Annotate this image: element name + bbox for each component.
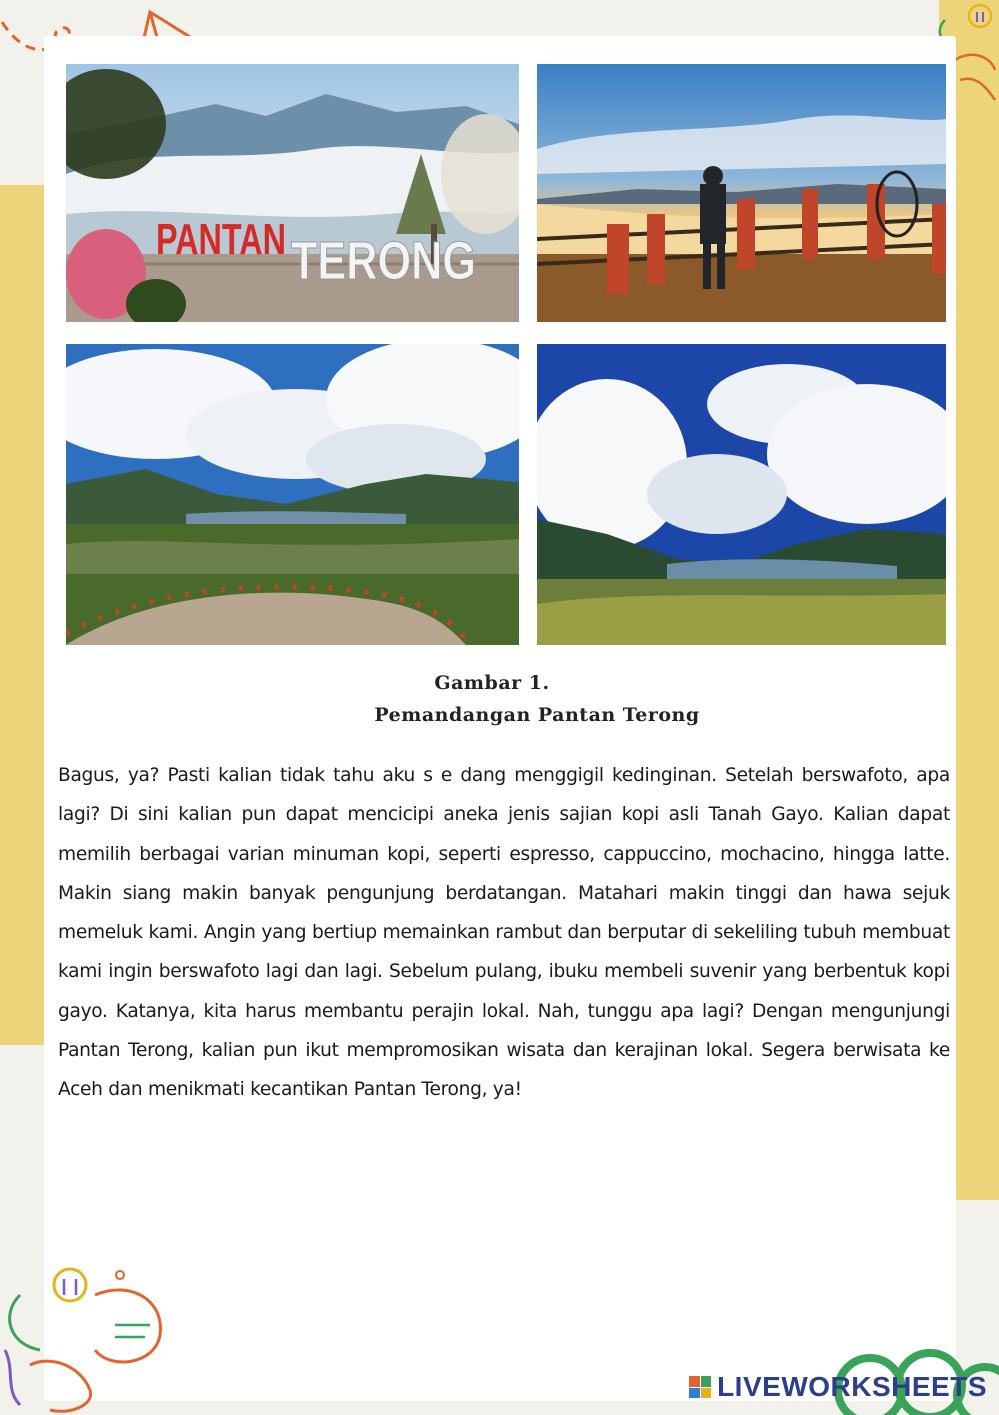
photo-sunrise-viewpoint [537,64,946,322]
photo-clouds-lake-view [537,344,946,645]
watermark-text: LIVEWORKSHEETS [717,1371,987,1402]
chat-bubble-icon [0,1255,190,1415]
photo-lake-valley-view [66,344,519,645]
liveworksheets-watermark[interactable] [689,1367,987,1407]
figure-caption-subtitle: Pemandangan Pantan Terong [374,704,700,726]
sign-text-terong: TERONG [291,231,476,291]
figure-caption-title: Gambar 1. [434,672,550,694]
body-paragraph: Bagus, ya? Pasti kalian tidak tahu aku s e dang menggigil kedinginan. Setelah berswafoto, apa lagi? Di sini kalian pun dapat mencicipi aneka jenis sajian kopi asli Tanah Gayo. Kalian dapat memilih berbagai varian minuman kopi, seperti espresso, cappuccino, mochacino, hingga latte. Makin siang makin banyak pengunjung berdatangan. Matahari makin tinggi dan hawa sejuk memeluk kami. Angin yang bertiup memainkan rambut dan berputar di sekeliling tubuh membuat kami ingin berswafoto lagi dan lagi. Sebelum pulang, ibuku membeli suvenir yang berbentuk kopi gayo. Katanya, kita harus membantu perajin lokal. Nah, tunggu apa lagi? Dengan mengunjungi Pantan Terong, kalian pun ikut mempromosikan wisata dan kerajinan lokal. Segera berwisata ke Aceh dan menikmati kecantikan Pantan Terong, ya! [58,765,950,1101]
photo-pantan-terong-sign [66,64,519,322]
liveworksheets-logo-icon [689,1376,711,1398]
sign-text-pantan: PANTAN [156,215,286,264]
